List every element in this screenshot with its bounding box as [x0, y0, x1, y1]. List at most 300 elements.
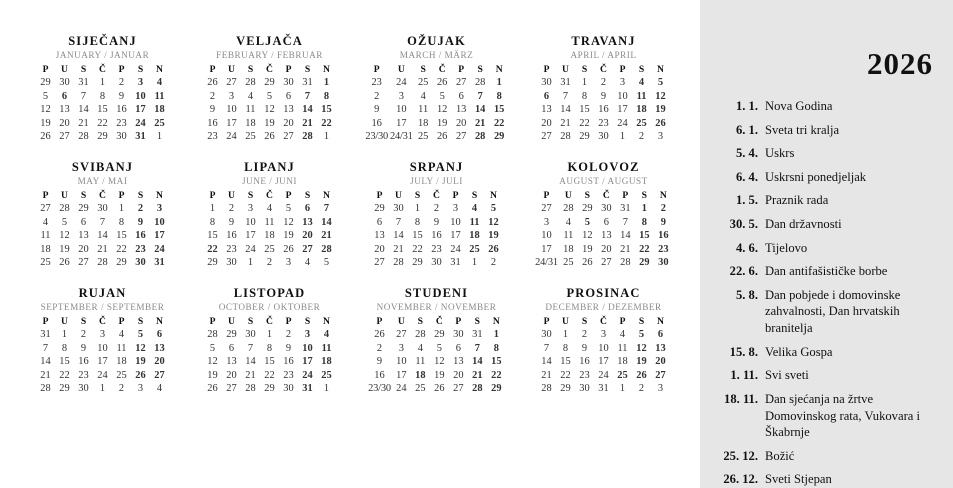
day-cell: 13: [226, 356, 237, 368]
day-cell: 12: [135, 342, 146, 354]
month-table: [203, 189, 336, 270]
day-cell: 27: [601, 257, 612, 269]
weekday-header: N: [323, 64, 330, 75]
month-subtitle: APRIL / APRIL: [570, 50, 637, 60]
day-cell: 3: [398, 90, 404, 102]
day-cell: 17: [226, 117, 237, 129]
day-cell: 7: [99, 216, 106, 228]
day-cell: 2: [118, 383, 125, 395]
day-cell: 6: [458, 90, 464, 102]
day-cell: 1: [496, 77, 502, 88]
day-cell: 19: [264, 117, 275, 129]
weekday-header: Č: [602, 189, 610, 201]
weekday-header: P: [285, 189, 292, 201]
week-row: [36, 328, 169, 342]
day-cell: 23: [283, 369, 294, 381]
weekday-header: U: [228, 315, 235, 327]
day-cell: 18: [40, 243, 51, 255]
year-title: 2026: [867, 46, 933, 81]
weekday-header: N: [156, 64, 163, 75]
weekday-header: N: [657, 64, 664, 75]
day-cell: 16: [78, 356, 89, 368]
day-cell: 4: [471, 202, 478, 214]
day-cell: 29: [97, 131, 108, 143]
month-name: SVIBANJ: [71, 159, 134, 174]
holiday-item: [718, 448, 939, 465]
week-row: [370, 202, 503, 216]
day-cell: 19: [40, 117, 51, 129]
day-cell: 8: [641, 216, 647, 228]
week-row: [203, 76, 336, 90]
day-cell: 1: [99, 383, 106, 395]
weekday-header: P: [209, 64, 216, 75]
day-cell: 29: [639, 257, 650, 269]
day-cell: 17: [598, 356, 609, 368]
day-cell: 24: [302, 369, 313, 381]
weekday-header: U: [61, 315, 68, 327]
week-row: [36, 216, 169, 230]
day-cell: 4: [156, 77, 163, 88]
weekday-header: P: [458, 64, 465, 75]
day-cell: 17: [396, 117, 407, 129]
day-cell: 23/30: [368, 383, 391, 395]
weekday-header: N: [659, 189, 667, 201]
day-cell: 7: [543, 342, 550, 354]
day-cell: 2: [285, 328, 292, 340]
day-cell: 13: [59, 104, 70, 116]
day-cell: 30: [598, 131, 609, 143]
day-cell: 15: [639, 230, 650, 242]
month-block: [358, 286, 515, 396]
day-cell: 3: [600, 328, 607, 340]
day-cell: 28: [245, 77, 256, 88]
day-cell: 27: [283, 131, 294, 143]
week-row: [537, 342, 670, 356]
day-cell: 26: [374, 328, 385, 340]
day-cell: 16: [579, 356, 590, 368]
week-row: [203, 382, 336, 396]
day-cell: 26: [636, 369, 647, 381]
day-cell: 23/30: [365, 131, 388, 143]
day-cell: 18: [417, 117, 429, 129]
day-cell: 22: [560, 369, 571, 381]
day-cell: 4: [42, 216, 49, 228]
weekday-header: S: [137, 64, 144, 75]
day-cell: 25: [40, 257, 51, 269]
week-row: [537, 382, 670, 396]
day-cell: 1: [414, 202, 421, 214]
day-cell: 31: [302, 383, 313, 395]
day-cell: 18: [415, 369, 426, 381]
month-name: KOLOVOZ: [567, 159, 640, 174]
weekday-header: P: [376, 315, 383, 327]
day-cell: 5: [490, 202, 497, 214]
day-cell: 29: [374, 202, 385, 214]
month-table: [367, 315, 506, 396]
weekday-header: U: [562, 315, 569, 327]
day-cell: 14: [321, 216, 332, 228]
day-cell: 29: [207, 257, 218, 269]
day-cell: 8: [414, 216, 421, 228]
day-cell: 8: [562, 342, 569, 354]
day-cell: 24: [245, 243, 256, 255]
month-name: SIJEČANJ: [68, 34, 137, 48]
holiday-date: 26. 12.: [723, 472, 758, 487]
holiday-item: [718, 471, 939, 488]
day-cell: 24: [396, 383, 407, 395]
week-row: [534, 202, 673, 216]
day-cell: 27: [541, 202, 552, 214]
weekday-header-row: [364, 63, 508, 76]
day-cell: 11: [245, 104, 256, 116]
day-cell: 6: [228, 342, 235, 354]
day-cell: 10: [617, 90, 628, 102]
day-cell: 7: [395, 216, 402, 228]
day-cell: 13: [374, 230, 385, 242]
day-cell: 3: [304, 328, 311, 340]
day-cell: 18: [636, 104, 647, 116]
day-cell: 8: [209, 216, 216, 228]
day-cell: 19: [636, 356, 647, 368]
day-cell: 29: [226, 328, 237, 340]
day-cell: 13: [154, 342, 165, 354]
day-cell: 12: [283, 216, 294, 228]
day-cell: 28: [415, 328, 426, 340]
weekday-header-row: [534, 189, 673, 202]
weekday-header: P: [452, 189, 459, 201]
day-cell: 9: [137, 216, 144, 228]
day-cell: 23: [431, 243, 442, 255]
holiday-item: [718, 216, 939, 233]
week-row: [36, 369, 169, 383]
week-row: [203, 90, 336, 104]
day-cell: 14: [97, 230, 108, 242]
day-cell: 5: [439, 90, 445, 102]
week-row: [370, 243, 503, 257]
day-cell: 5: [584, 216, 590, 228]
day-cell: 10: [396, 356, 407, 368]
day-cell: 8: [61, 342, 68, 354]
day-cell: 19: [582, 243, 593, 255]
day-cell: 14: [620, 230, 631, 242]
weekday-header: U: [61, 189, 68, 201]
day-cell: 12: [488, 216, 499, 228]
day-cell: 26: [436, 77, 448, 88]
weekday-header: N: [323, 315, 330, 327]
day-cell: 17: [302, 356, 313, 368]
day-cell: 5: [137, 328, 144, 340]
day-cell: 28: [78, 131, 89, 143]
day-cell: 17: [135, 104, 146, 116]
day-cell: 21: [541, 369, 552, 381]
day-cell: 22: [579, 117, 590, 129]
holiday-name: Dan antifašističke borbe: [765, 264, 888, 279]
week-row: [537, 328, 670, 342]
day-cell: 31: [620, 202, 631, 214]
month-table: [534, 189, 673, 270]
holiday-name: Uskrs: [765, 146, 795, 161]
month-subtitle: MARCH / MÄRZ: [399, 50, 474, 60]
day-cell: 15: [491, 356, 502, 368]
day-cell: 2: [581, 328, 588, 340]
week-row: [367, 382, 506, 396]
weekday-header: Č: [435, 315, 443, 327]
day-cell: 12: [655, 90, 666, 102]
week-row: [537, 369, 670, 383]
day-cell: 20: [78, 243, 89, 255]
weekday-header: S: [581, 64, 588, 75]
day-cell: 25: [116, 369, 127, 381]
day-cell: 17: [450, 230, 461, 242]
weekday-header: Č: [266, 64, 273, 75]
day-cell: 31: [302, 77, 313, 88]
day-cell: 15: [97, 104, 108, 116]
day-cell: 18: [264, 230, 275, 242]
day-cell: 31: [450, 257, 461, 269]
day-cell: 10: [541, 230, 552, 242]
weekday-header: N: [657, 315, 664, 327]
day-cell: 6: [304, 202, 311, 214]
day-cell: 28: [474, 131, 486, 143]
weekday-header-row: [537, 63, 670, 76]
day-cell: 26: [207, 383, 218, 395]
day-cell: 26: [207, 77, 218, 88]
day-cell: 31: [472, 328, 483, 340]
weekday-header: S: [471, 189, 478, 201]
day-cell: 21: [97, 243, 108, 255]
week-row: [203, 243, 336, 257]
day-cell: 3: [137, 383, 144, 395]
month-table: [370, 189, 503, 270]
day-cell: 9: [228, 216, 235, 228]
day-cell: 28: [560, 131, 571, 143]
day-cell: 27: [541, 131, 552, 143]
weekday-header: S: [420, 64, 426, 75]
day-cell: 21: [302, 117, 313, 129]
day-cell: 6: [61, 90, 68, 102]
weekday-header: P: [455, 315, 462, 327]
day-cell: 25: [417, 77, 429, 88]
day-cell: 19: [283, 230, 294, 242]
day-cell: 15: [560, 356, 571, 368]
day-cell: 20: [374, 243, 385, 255]
day-cell: 14: [474, 104, 486, 116]
month-subtitle: JANUARY / JANUAR: [55, 50, 150, 60]
week-row: [36, 256, 169, 270]
week-row: [203, 328, 336, 342]
week-row: [36, 76, 169, 90]
day-cell: 1: [323, 77, 330, 88]
day-cell: 2: [228, 202, 235, 214]
day-cell: 28: [59, 202, 70, 214]
weekday-header: U: [228, 64, 235, 75]
day-cell: 19: [207, 369, 218, 381]
day-cell: 7: [562, 90, 569, 102]
day-cell: 20: [541, 117, 552, 129]
day-cell: 27: [226, 383, 237, 395]
day-cell: 22: [97, 117, 108, 129]
day-cell: 23: [207, 131, 218, 143]
weekday-header: S: [641, 189, 647, 201]
day-cell: 2: [376, 342, 383, 354]
weekday-header: S: [80, 189, 87, 201]
day-cell: 23: [78, 369, 89, 381]
day-cell: 21: [78, 117, 89, 129]
weekday-header: S: [638, 64, 645, 75]
weekday-header: P: [619, 315, 626, 327]
weekday-header-row: [203, 63, 336, 76]
day-cell: 10: [154, 216, 165, 228]
holiday-name: Tijelovo: [765, 240, 808, 255]
weekday-header: P: [42, 315, 49, 327]
week-row: [36, 243, 169, 257]
day-cell: 26: [59, 257, 70, 269]
day-cell: 28: [474, 77, 486, 88]
day-cell: 16: [207, 117, 218, 129]
day-cell: 29: [560, 383, 571, 395]
day-cell: 27: [455, 131, 467, 143]
day-cell: 29: [264, 77, 275, 88]
day-cell: 1: [323, 383, 330, 395]
day-cell: 1: [118, 202, 125, 214]
holiday-item: [718, 367, 939, 384]
day-cell: 11: [418, 104, 429, 116]
day-cell: 16: [135, 230, 146, 242]
week-row: [537, 117, 670, 131]
day-cell: 16: [431, 230, 442, 242]
month-subtitle: AUGUST / AUGUST: [559, 175, 648, 186]
day-cell: 31: [598, 383, 609, 395]
day-cell: 11: [154, 90, 165, 102]
day-cell: 24: [598, 369, 609, 381]
day-cell: 15: [264, 356, 275, 368]
day-cell: 2: [638, 131, 645, 143]
month-table: [203, 63, 336, 144]
weekday-header-row: [36, 63, 169, 76]
month-name: TRAVANJ: [571, 34, 636, 48]
weekday-header: N: [490, 189, 497, 201]
weekday-header: P: [42, 189, 49, 201]
weekday-header: N: [495, 64, 503, 75]
day-cell: 10: [302, 342, 313, 354]
day-cell: 4: [323, 328, 330, 340]
day-cell: 20: [453, 369, 464, 381]
day-cell: 1: [247, 257, 254, 269]
day-cell: 5: [638, 328, 645, 340]
day-cell: 12: [40, 104, 51, 116]
day-cell: 10: [396, 104, 407, 116]
day-cell: 18: [116, 356, 127, 368]
day-cell: 4: [619, 328, 626, 340]
day-cell: 7: [474, 342, 480, 354]
holiday-name: Svi sveti: [765, 368, 809, 383]
day-cell: 27: [455, 77, 467, 88]
day-cell: 28: [302, 131, 313, 143]
day-cell: 4: [266, 202, 273, 214]
week-row: [364, 76, 508, 90]
holiday-date: 6. 1.: [735, 122, 758, 137]
month-name: PROSINAC: [566, 285, 641, 300]
day-cell: 3: [452, 202, 459, 214]
day-cell: 13: [541, 104, 552, 116]
weekday-header: U: [562, 64, 569, 75]
day-cell: 9: [118, 90, 125, 102]
day-cell: 30: [601, 202, 612, 214]
day-cell: 3: [99, 328, 106, 340]
week-row: [534, 256, 673, 270]
day-cell: 30: [541, 77, 552, 88]
day-cell: 21: [472, 369, 483, 381]
day-cell: 8: [323, 90, 330, 102]
weekday-header: N: [492, 315, 500, 327]
day-cell: 15: [493, 104, 505, 116]
day-cell: 30: [453, 328, 464, 340]
day-cell: 5: [266, 90, 273, 102]
holiday-date: 6. 4.: [735, 169, 758, 184]
week-row: [534, 216, 673, 230]
day-cell: 11: [636, 90, 647, 102]
weekday-header: S: [638, 315, 645, 327]
day-cell: 11: [563, 230, 574, 242]
day-cell: 14: [78, 104, 89, 116]
day-cell: 5: [285, 202, 292, 214]
day-cell: 5: [436, 342, 442, 354]
day-cell: 14: [393, 230, 404, 242]
month-subtitle: JULY / JULI: [410, 175, 463, 186]
day-cell: 13: [453, 356, 464, 368]
day-cell: 14: [302, 104, 313, 116]
week-row: [203, 202, 336, 216]
weekday-header: U: [395, 189, 402, 201]
month-block: [358, 160, 515, 270]
day-cell: 25: [636, 117, 647, 129]
day-cell: 24: [396, 77, 407, 88]
day-cell: 29: [491, 383, 502, 395]
day-cell: 12: [434, 356, 445, 368]
weekday-header: P: [209, 315, 216, 327]
day-cell: 31: [154, 257, 165, 269]
day-cell: 1: [619, 383, 626, 395]
day-cell: 24: [226, 131, 237, 143]
week-row: [203, 103, 336, 117]
weekday-header-row: [367, 315, 506, 328]
day-cell: 1: [581, 77, 588, 88]
day-cell: 13: [601, 230, 612, 242]
day-cell: 15: [579, 104, 590, 116]
day-cell: 12: [582, 230, 593, 242]
month-name: VELJAČA: [236, 34, 303, 48]
weekday-header: U: [228, 189, 235, 201]
day-cell: 29: [493, 131, 505, 143]
week-row: [364, 130, 508, 144]
month-block: [191, 34, 348, 144]
day-cell: 7: [477, 90, 483, 102]
day-cell: 9: [80, 342, 87, 354]
day-cell: 11: [264, 216, 275, 228]
weekday-header: P: [619, 64, 626, 75]
week-row: [203, 369, 336, 383]
day-cell: 17: [617, 104, 628, 116]
week-row: [36, 90, 169, 104]
weekday-header: P: [543, 315, 550, 327]
day-cell: 11: [415, 356, 426, 368]
day-cell: 22: [321, 117, 332, 129]
day-cell: 10: [245, 216, 256, 228]
day-cell: 11: [321, 342, 332, 354]
day-cell: 24: [450, 243, 461, 255]
day-cell: 26: [655, 117, 666, 129]
day-cell: 18: [321, 356, 332, 368]
